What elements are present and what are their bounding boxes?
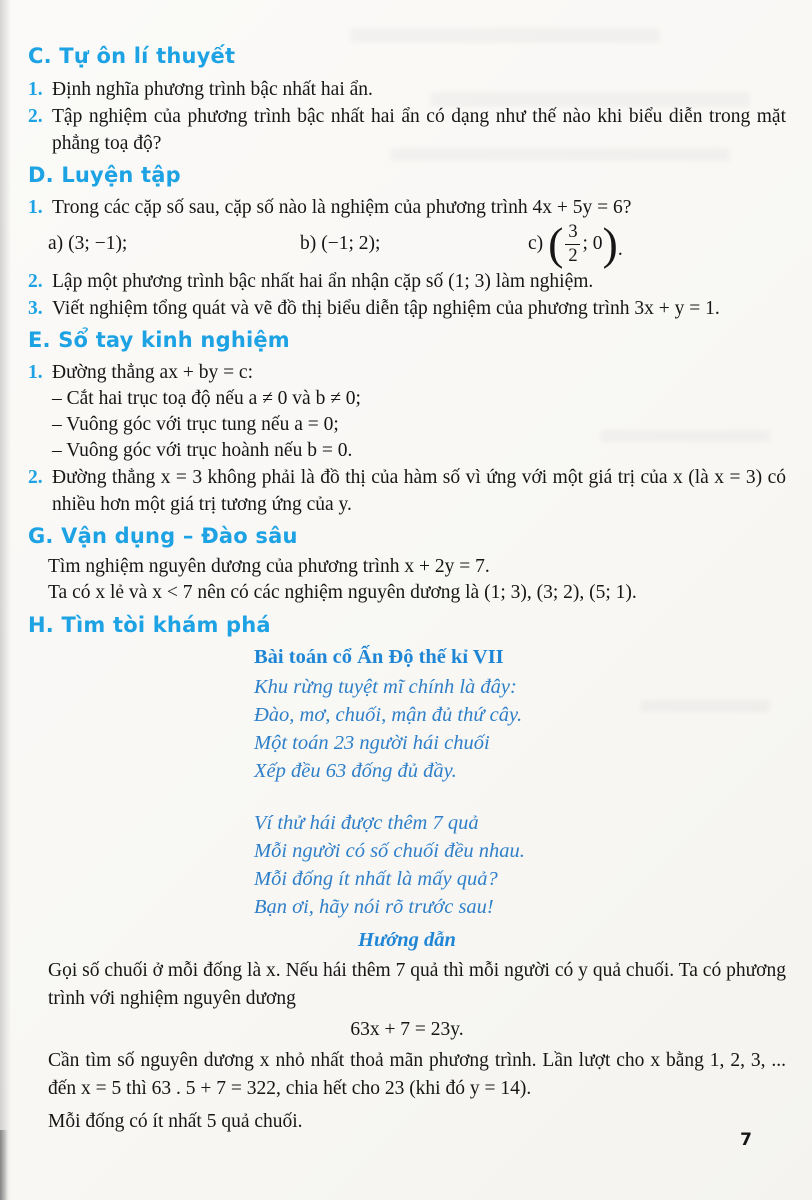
poem-line: Mỗi đống ít nhất là mấy quả? (254, 868, 498, 890)
section-g-title: G. Vận dụng – Đào sâu (28, 524, 298, 548)
section-e-title: E. Sổ tay kinh nghiệm (28, 328, 290, 352)
dash-subitem: – Vuông góc với trục tung nếu a = 0; (52, 414, 339, 435)
poem-line: Xếp đều 63 đống đủ đầy. (254, 760, 457, 782)
item-number: 2. (28, 271, 43, 292)
section-h (28, 613, 786, 1136)
option-a (48, 233, 300, 255)
poem-line: Khu rừng tuyệt mĩ chính là đây: (254, 676, 517, 698)
list-item (28, 295, 786, 322)
page-number: 7 (740, 1130, 752, 1150)
option-b (300, 233, 528, 255)
option-b-label: b) (300, 233, 317, 254)
dash-subitem: – Cắt hai trục toạ độ nếu a ≠ 0 và b ≠ 0; (52, 388, 361, 409)
poem-line: Bạn ơi, hãy nói rõ trước sau! (254, 896, 494, 918)
list-item (28, 359, 786, 386)
item-number: 3. (28, 298, 43, 319)
item-number: 1. (28, 79, 43, 100)
list-item (28, 464, 786, 518)
poem-line: Đào, mơ, chuối, mận đủ thứ cây. (254, 704, 523, 726)
option-a-value: (3; −1); (68, 233, 128, 254)
close-paren: ) (602, 218, 618, 270)
poem-title: Bài toán cổ Ấn Độ thế kỉ VII (254, 646, 504, 668)
list-item (28, 103, 786, 157)
section-h-title: H. Tìm tòi khám phá (28, 613, 271, 637)
scan-edge-shadow-dark (0, 1130, 8, 1200)
page-showthrough (350, 28, 660, 43)
section-g (28, 524, 786, 606)
item-text: Lập một phương trình bậc nhất hai ẩn nhận cặp số (1; 3) làm nghiệm. (52, 271, 594, 292)
item-text: Đường thẳng ax + by = c: (52, 362, 254, 383)
paragraph: Ta có x lẻ và x < 7 nên có các nghiệm nguyên dương là (1; 3), (3; 2), (5; 1). (48, 582, 637, 603)
poem-line: Ví thử hái được thêm 7 quả (254, 812, 479, 834)
option-c-rest: ; 0 (582, 233, 603, 254)
item-number: 2. (28, 106, 43, 127)
guide-conclusion: Mỗi đống có ít nhất 5 quả chuối. (48, 1111, 303, 1132)
scan-edge-shadow (0, 0, 11, 1200)
poem-stanza-2 (254, 809, 786, 921)
list-item (28, 194, 786, 221)
item-text: Đường thẳng x = 3 không phải là đồ thị của hàm số vì ứng với một giá trị của x (là x = 3) có nhiều hơn một giá trị tương ứng của y. (52, 467, 786, 515)
section-d-title: D. Luyện tập (28, 163, 181, 187)
item-text: Trong các cặp số sau, cặp số nào là nghiệm của phương trình 4x + 5y = 6? (52, 197, 632, 218)
item-text: Viết nghiệm tổng quát và vẽ đồ thị biểu diễn tập nghiệm của phương trình 3x + y = 1. (52, 298, 720, 319)
item-number: 1. (28, 197, 43, 218)
option-b-value: (−1; 2); (321, 233, 381, 254)
section-d (28, 163, 786, 322)
option-c (528, 218, 623, 270)
item-text: Tập nghiệm của phương trình bậc nhất hai ẩn có dạng như thế nào khi biểu diễn trong mặt phẳng toạ độ? (52, 106, 786, 154)
poem-line: Một toán 23 người hái chuối (254, 732, 490, 754)
equation: 63x + 7 = 23y. (350, 1019, 464, 1040)
list-item (28, 76, 786, 103)
guide-paragraph: Cần tìm số nguyên dương x nhỏ nhất thoả mãn phương trình. Lần lượt cho x bằng 1, 2, 3, ... đến x = 5 thì 63 . 5 + 7 = 322, chia hết cho 23 (khi đó y = 14). (48, 1050, 786, 1099)
section-c (28, 44, 786, 157)
dash-subitem: – Vuông góc với trục hoành nếu b = 0. (52, 440, 353, 461)
open-paren: ( (548, 218, 564, 270)
fraction-bar (565, 244, 580, 245)
guide-title: Hướng dẫn (358, 929, 456, 951)
answer-options-row (48, 218, 786, 270)
section-e (28, 328, 786, 518)
fraction-denominator: 2 (568, 245, 578, 266)
guide-paragraph: Gọi số chuối ở mỗi đống là x. Nếu hái thêm 7 quả thì mỗi người có y quả chuối. Ta có phương trình với nghiệm nguyên dương (48, 960, 786, 1009)
item-text: Định nghĩa phương trình bậc nhất hai ẩn. (52, 79, 373, 100)
fraction-numerator: 3 (568, 221, 578, 242)
section-c-title: C. Tự ôn lí thuyết (28, 44, 236, 68)
list-item (28, 268, 786, 295)
paragraph: Tìm nghiệm nguyên dương của phương trình x + 2y = 7. (48, 556, 490, 577)
option-c-period: . (617, 239, 623, 261)
fraction (565, 223, 580, 266)
item-number: 2. (28, 467, 43, 488)
item-number: 1. (28, 362, 43, 383)
poem-block (254, 643, 786, 921)
poem-line: Mỗi người có số chuối đều nhau. (254, 840, 525, 862)
option-a-label: a) (48, 233, 64, 254)
option-c-label: c) (528, 233, 544, 254)
